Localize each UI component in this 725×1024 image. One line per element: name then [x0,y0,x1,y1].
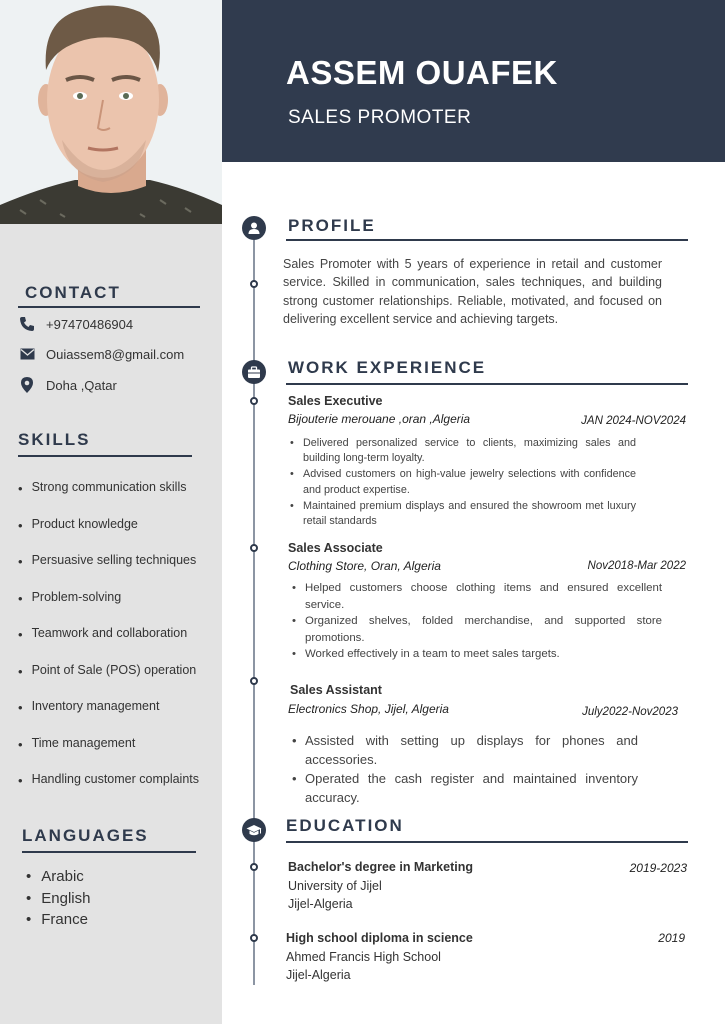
skill-item: • Teamwork and collaboration [18,626,199,663]
job-title: Sales Assistant [290,683,382,697]
language-item: • English [26,888,90,910]
education-dates: 2019 [658,931,685,945]
skill-item: • Handling customer complaints [18,772,199,809]
timeline-dot [250,863,258,871]
contact-email [18,346,184,362]
duty-item: • Maintained premium displays and ensured the showroom met luxury retail standards [288,499,636,530]
education-dates: 2019-2023 [629,861,687,875]
skill-item: • Point of Sale (POS) operation [18,663,199,700]
profile-summary: Sales Promoter with 5 years of experience in retail and customer service. Skilled in communication, sales techniques, and building strong customer relationships. Reliable, motivated, and focused on delivering excellent service and achieving targets. [283,257,662,326]
header-banner [222,0,725,162]
skills-heading: SKILLS [18,430,91,449]
degree-title: Bachelor's degree in Marketing [288,860,473,874]
contact-divider [18,306,200,308]
profile-divider [286,239,688,241]
duty-item: • Advised customers on high-value jewelry selections with confidence and product expertise. [288,467,636,498]
job-role: SALES PROMOTER [288,107,472,128]
briefcase-icon [247,366,261,379]
profile-heading: PROFILE [288,216,376,235]
language-item: • Arabic [26,866,90,888]
phone-icon [18,316,36,332]
skill-item: • Time management [18,736,199,773]
job-duties [290,731,638,807]
languages-heading: LANGUAGES [22,826,149,845]
education-divider [286,841,688,843]
job-company: Electronics Shop, Jijel, Algeria [288,702,449,716]
experience-heading: WORK EXPERIENCE [288,358,487,377]
email-text: Ouiassem8@gmail.com [46,346,185,362]
education-heading: EDUCATION [286,816,404,835]
contact-location [18,377,117,393]
skill-item: • Problem-solving [18,590,199,627]
education-section-icon [242,818,266,842]
duty-item: • Worked effectively in a team to meet sales targets. [290,646,662,663]
mail-icon [18,346,36,362]
job-duties [290,580,662,663]
school-location: Jijel-Algeria [286,968,351,982]
timeline-line [253,240,255,985]
job-dates: JAN 2024-NOV2024 [581,415,686,427]
school-name: Ahmed Francis High School [286,950,441,964]
location-pin-icon [18,377,36,393]
skill-item: • Persuasive selling techniques [18,553,199,590]
school-name: University of Jijel [288,879,382,893]
timeline-dot [250,934,258,942]
phone-text: +97470486904 [46,316,134,332]
contact-heading: CONTACT [25,283,121,302]
user-icon [247,221,261,235]
profile-section-icon [242,216,266,240]
duty-item: • Helped customers choose clothing items and ensured excellent service. [290,580,662,613]
profile-photo [0,0,222,224]
skill-item: • Inventory management [18,699,199,736]
location-text: Doha ,Qatar [46,377,117,393]
duty-item: • Delivered personalized service to clients, maximizing sales and building long-term loyalty. [288,436,636,467]
timeline-dot [250,544,258,552]
school-location: Jijel-Algeria [288,897,353,911]
job-title: Sales Executive [288,394,383,408]
sidebar [0,0,222,1024]
timeline-dot [250,397,258,405]
job-title: Sales Associate [288,541,383,555]
job-dates: July2022-Nov2023 [582,706,678,718]
languages-list [26,866,90,931]
timeline-dot [250,280,258,288]
job-company: Clothing Store, Oran, Algeria [288,559,441,573]
person-name: ASSEM OUAFEK [286,54,558,91]
duty-item: • Assisted with setting up displays for phones and accessories. [290,731,638,769]
job-company: Bijouterie merouane ,oran ,Algeria [288,412,471,426]
language-item: • France [26,909,90,931]
degree-title: High school diploma in science [286,931,473,945]
skill-item: • Strong communication skills [18,480,199,517]
experience-divider [286,383,688,385]
job-dates: Nov2018-Mar 2022 [587,560,686,572]
duty-item: • Organized shelves, folded merchandise, and supported store promotions. [290,613,662,646]
experience-section-icon [242,360,266,384]
skill-item: • Product knowledge [18,517,199,554]
job-duties [288,436,636,530]
skills-divider [18,455,192,457]
duty-item: • Operated the cash register and maintained inventory accuracy. [290,769,638,807]
timeline-dot [250,677,258,685]
contact-phone [18,316,133,332]
languages-divider [22,851,196,853]
graduation-cap-icon [246,824,262,837]
skills-list [18,480,199,809]
